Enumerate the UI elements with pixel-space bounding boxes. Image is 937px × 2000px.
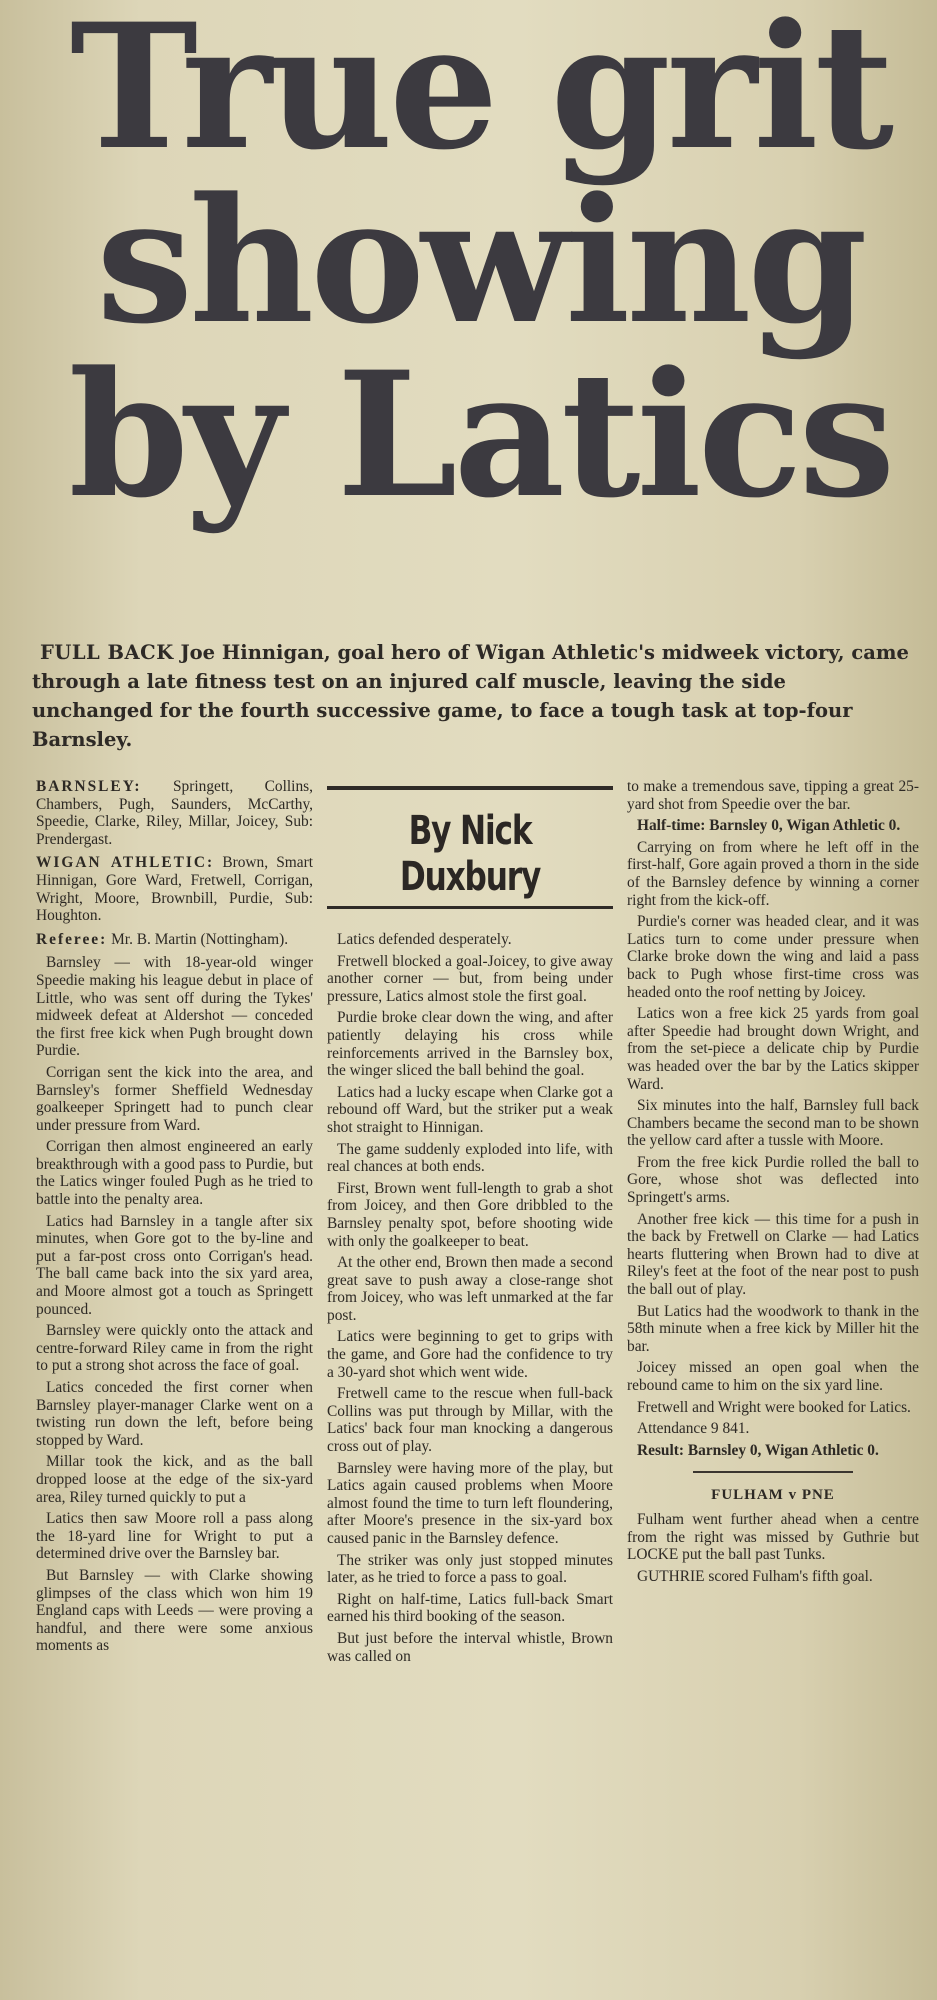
- barnsley-players: Springett, Collins, Chambers, Pugh, Saunders, McCarthy, Speedie, Clarke, Riley, Millar, Joicey, Sub: Prendergast.: [36, 778, 313, 848]
- paragraph: Purdie's corner was headed clear, and it was Latics turn to come under pressure when Clarke broke down the wing and laid a pass back to Pugh whose first-time cross was headed onto the roof netting by Joicey.: [627, 913, 919, 1001]
- paragraph: Barnsley were quickly onto the attack and centre-forward Riley came in from the right to put a strong shot across the face of goal.: [36, 1322, 313, 1375]
- byline-bottom-rule: [327, 906, 613, 909]
- section-divider: [693, 1471, 853, 1473]
- wigan-players: Brown, Smart Hinnigan, Gore Ward, Fretwell, Corrigan, Wright, Moore, Brownbill, Purdie, Sub: Houghton.: [36, 854, 313, 925]
- paragraph: Latics then saw Moore roll a pass along the 18-yard line for Wright to put a determined drive over the Barnsley bar.: [36, 1510, 313, 1563]
- referee-name: Mr. B. Martin (Nottingham).: [111, 930, 289, 948]
- paragraph: GUTHRIE scored Fulham's fifth goal.: [637, 1567, 873, 1585]
- paragraph: Corrigan sent the kick into the area, and Barnsley's former Sheffield Wednesday goalkeeper Springett had to punch clear under pressure from Ward.: [36, 1063, 313, 1134]
- paragraph: Latics won a free kick 25 yards from goal after Speedie had brought down Wright, and from the set-piece a delicate chip by Purdie was headed over the bar by the Latics skipper Ward.: [627, 1005, 919, 1093]
- headline-line: by Latics: [68, 333, 892, 536]
- barnsley-lineup: [36, 778, 313, 848]
- paragraph: At the other end, Brown then made a second great save to push away a close-range shot from Joicey, who was left unmarked at the far post.: [327, 1254, 613, 1324]
- fulham-subhead: FULHAM v PNE: [711, 1487, 835, 1504]
- headline-line: True grit: [69, 0, 891, 188]
- paragraph: Six minutes into the half, Barnsley full back Chambers became the second man to be shown the yellow card after a tussle with Moore.: [627, 1097, 919, 1150]
- paragraph: Latics were beginning to get to grips with the game, and Gore had the confidence to try a 30-yard shot which went wide.: [327, 1328, 613, 1381]
- referee-line: [36, 931, 313, 949]
- intro-paragraph: [32, 638, 912, 754]
- paragraph: Latics conceded the first corner when Barnsley player-manager Clarke went on a twisting run down the left, before being stopped by Ward.: [36, 1379, 313, 1449]
- paragraph: But just before the interval whistle, Brown was called on: [327, 1629, 613, 1665]
- intro-text: Joe Hinnigan, goal hero of Wigan Athletic's midweek victory, came through a late fitness test on an injured calf muscle, leaving the side unchanged for the fourth successive game, to face a tough task at top-four Barnsley.: [32, 641, 909, 751]
- barnsley-label: BARNSLEY:: [36, 778, 142, 795]
- paragraph: But Latics had the woodwork to thank in the 58th minute when a free kick by Miller hit the bar.: [627, 1302, 919, 1355]
- paragraph: Joicey missed an open goal when the rebound came to him on the six yard line.: [627, 1359, 919, 1394]
- wigan-lineup: [36, 854, 313, 924]
- paragraph: Fretwell came to the rescue when full-back Collins was put through by Millar, with the Latics' back four man knocking a dangerous cross out of play.: [327, 1385, 613, 1456]
- paragraph: Barnsley were having more of the play, but Latics again caused problems when Moore almost found the time to turn left floundering, after Moore's presence in the six-yard box caused panic in the Barnsley defence.: [327, 1459, 613, 1547]
- headline-line: showing: [96, 159, 864, 362]
- paragraph: But Barnsley — with Clarke showing glimpses of the class which won him 19 England caps with Leeds — were proving a handful, and there were some anxious moments as: [36, 1566, 313, 1655]
- article-column-3: [627, 778, 919, 1589]
- headline: [40, 0, 920, 536]
- paragraph: The game suddenly exploded into life, with real chances at both ends.: [327, 1140, 613, 1176]
- final-result: Result: Barnsley 0, Wigan Athletic 0.: [637, 1441, 879, 1459]
- paragraph: Barnsley — with 18-year-old winger Speedie making his league debut in place of Little, who was sent off during the Tykes' midweek defeat at Aldershot — conceded the first free kick when Pugh brought down Purdie.: [36, 954, 313, 1060]
- byline-top-rule: [327, 786, 613, 790]
- paragraph: Latics defended desperately.: [337, 931, 512, 948]
- paragraph: Right on half-time, Latics full-back Smart earned his third booking of the season.: [327, 1590, 613, 1626]
- wigan-label: WIGAN ATHLETIC:: [36, 854, 215, 872]
- paragraph: Latics had a lucky escape when Clarke got a rebound off Ward, but the striker put a weak shot straight to Hinnigan.: [327, 1083, 613, 1136]
- article-column-2: [327, 778, 613, 1669]
- paragraph: Corrigan then almost engineered an early breakthrough with a good pass to Purdie, but the Latics winger fouled Pugh as he tried to battle into the penalty area.: [36, 1138, 313, 1209]
- byline-box: [327, 786, 613, 909]
- attendance: Attendance 9 841.: [637, 1420, 750, 1438]
- paragraph: First, Brown went full-length to grab a shot from Joicey, and then Gore dribbled to the Barnsley penalty spot, before shooting wide with only the goalkeeper to beat.: [327, 1179, 613, 1250]
- paragraph: The striker was only just stopped minutes later, as he tried to force a pass to goal.: [327, 1551, 613, 1587]
- paragraph: to make a tremendous save, tipping a great 25-yard shot from Speedie over the bar.: [627, 778, 919, 813]
- paragraph: Another free kick — this time for a push in the back by Fretwell on Clarke — had Latics hearts fluttering when Brown had to dive at Riley's feet at the foot of the near post to push the ball out of play.: [627, 1210, 919, 1299]
- paragraph: Fretwell blocked a goal-Joicey, to give away another corner — but, from being under pressure, Latics almost stole the first goal.: [327, 952, 613, 1005]
- paragraph: From the free kick Purdie rolled the ball to Gore, whose shot was deflected into Springett's arms.: [627, 1153, 919, 1207]
- intro-lead: FULL BACK: [40, 641, 174, 664]
- article-column-1: [36, 778, 313, 1659]
- paragraph: Latics had Barnsley in a tangle after six minutes, when Gore got to the by-line and put a far-post cross onto Corrigan's head. The ball came back into the six yard area, and Moore almost got a touch as Springett pounced.: [36, 1212, 313, 1318]
- paragraph: Fulham went further ahead when a centre from the right was missed by Guthrie but LOCKE put the ball past Tunks.: [627, 1510, 919, 1564]
- paragraph: Carrying on from where he left off in the first-half, Gore again proved a thorn in the side of the Barnsley defence by winning a corner right from the kick-off.: [627, 838, 919, 909]
- paragraph: Millar took the kick, and as the ball dropped loose at the edge of the six-yard area, Riley turned quickly to put a: [36, 1453, 313, 1506]
- paragraph: Fretwell and Wright were booked for Latics.: [637, 1398, 911, 1416]
- byline: By Nick Duxbury: [399, 808, 541, 900]
- halftime-score: Half-time: Barnsley 0, Wigan Athletic 0.: [637, 817, 901, 835]
- paragraph: Purdie broke clear down the wing, and after patiently delaying his cross while reinforcements arrived in the Barnsley box, the winger sliced the ball behind the goal.: [327, 1009, 613, 1080]
- referee-label: Referee:: [36, 930, 108, 948]
